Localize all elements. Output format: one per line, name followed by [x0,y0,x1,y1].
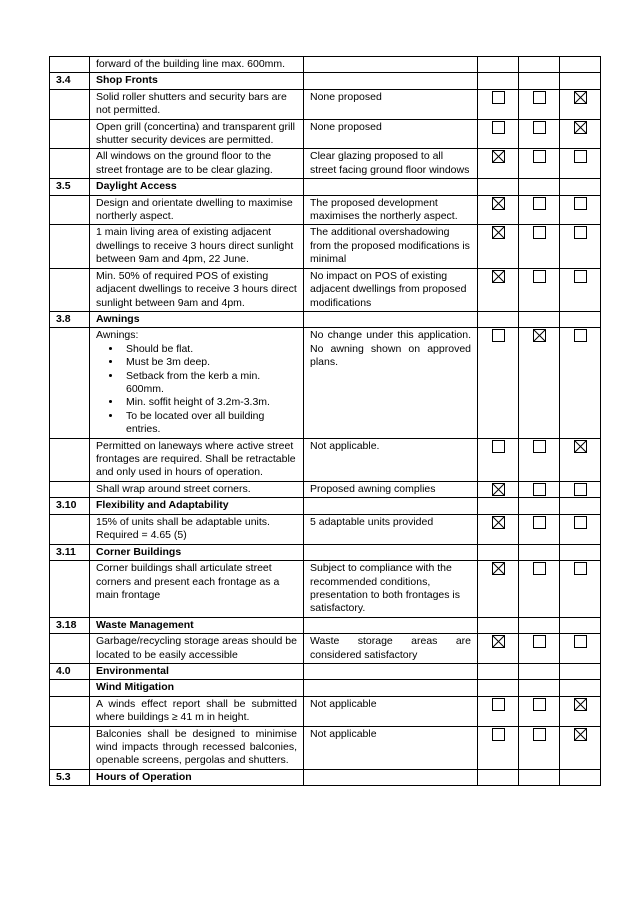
section-title: Corner Buildings [90,544,304,560]
control-text: 1 main living area of existing adjacent dwellings to receive 3 hours direct sunlight between 9am and 4pm, 22 June. [96,226,294,266]
control-cell [90,225,304,268]
checkbox-unchecked-icon[interactable] [533,516,546,529]
compliance-no-cell [519,89,560,119]
checkbox-unchecked-icon[interactable] [574,226,587,239]
proposal-cell [304,438,478,481]
checkbox-checked-icon[interactable] [574,698,587,711]
section-heading-row [50,179,601,195]
empty-cell [478,498,519,514]
empty-cell [519,544,560,560]
section-number [50,680,90,696]
requirement-list-item: • Setback from the kerb a min. 600mm. [122,370,297,397]
checkbox-checked-icon[interactable] [492,562,505,575]
checkbox-checked-icon[interactable] [574,728,587,741]
checkbox-unchecked-icon[interactable] [574,270,587,283]
compliance-na-cell [560,119,601,149]
checkbox-unchecked-icon[interactable] [533,635,546,648]
control-cell [90,328,304,438]
empty-cell [560,663,601,679]
control-row [50,481,601,498]
empty-cell [560,311,601,327]
proposal-text: None proposed [310,120,382,133]
checkbox-unchecked-icon[interactable] [492,728,505,741]
checkbox-checked-icon[interactable] [492,226,505,239]
section-title: Environmental [90,663,304,679]
number-cell [50,696,90,726]
control-row [50,561,601,618]
compliance-yes-cell [478,561,519,618]
compliance-yes-cell [478,149,519,179]
empty-cell [478,73,519,89]
section-heading-row [50,498,601,514]
number-cell [50,119,90,149]
proposal-cell [304,481,478,498]
compliance-na-cell [560,634,601,664]
number-cell [50,149,90,179]
requirement-list-item: • Should be flat. [122,343,297,356]
compliance-na-cell [560,481,601,498]
proposal-text: 5 adaptable units provided [310,515,434,528]
empty-cell [560,498,601,514]
proposal-text: The proposed development maximises the northerly aspect. [310,196,458,223]
control-cell [90,696,304,726]
compliance-no-cell [519,149,560,179]
control-text: Balconies shall be designed to minimise wind impacts through recessed balconies, openable screens, pergolas and shutters. [96,727,297,767]
compliance-na-cell [560,561,601,618]
compliance-no-cell [519,119,560,149]
proposal-cell [304,89,478,119]
control-row [50,268,601,311]
proposal-text: The additional overshadowing from the proposed modifications is minimal [310,226,470,266]
control-row [50,726,601,769]
proposal-cell [304,149,478,179]
compliance-na-cell [560,149,601,179]
checkbox-unchecked-icon[interactable] [533,483,546,496]
control-cell [90,268,304,311]
section-heading-row [50,769,601,785]
proposal-text: No impact on POS of existing adjacent dwellings from proposed modifications [310,269,467,309]
empty-cell [560,617,601,633]
empty-cell [478,544,519,560]
compliance-yes-cell [478,438,519,481]
control-text: Min. 50% of required POS of existing adjacent dwellings to receive 3 hours direct sunlight between 9am and 4pm. [96,269,297,309]
section-number: 3.8 [50,311,90,327]
compliance-na-cell [560,514,601,544]
proposal-text: Proposed awning complies [310,482,436,495]
checkbox-checked-icon[interactable] [533,329,546,342]
proposal-text: Not applicable. [310,439,380,452]
empty-cell [478,680,519,696]
section-title: Daylight Access [90,179,304,195]
proposal-cell [304,514,478,544]
proposal-cell [304,119,478,149]
compliance-yes-cell [478,634,519,664]
number-cell [50,726,90,769]
checkbox-unchecked-icon[interactable] [574,197,587,210]
empty-cell [560,680,601,696]
checkbox-unchecked-icon[interactable] [533,150,546,163]
empty-cell [519,769,560,785]
proposal-cell [304,328,478,438]
control-row [50,438,601,481]
checkbox-checked-icon[interactable] [574,121,587,134]
control-cell [90,89,304,119]
control-row [50,696,601,726]
compliance-no-cell [519,57,560,73]
number-cell [50,225,90,268]
empty-cell [560,769,601,785]
empty-cell [519,498,560,514]
section-heading-row [50,663,601,679]
empty-cell [519,73,560,89]
section-number: 3.11 [50,544,90,560]
proposal-cell [304,268,478,311]
empty-cell [304,617,478,633]
compliance-yes-cell [478,89,519,119]
checkbox-checked-icon[interactable] [492,635,505,648]
compliance-na-cell [560,57,601,73]
control-cell [90,726,304,769]
empty-cell [304,179,478,195]
section-title: Waste Management [90,617,304,633]
compliance-table [49,56,601,786]
empty-cell [560,179,601,195]
number-cell [50,195,90,225]
control-cell [90,634,304,664]
empty-cell [304,769,478,785]
control-cell [90,481,304,498]
control-cell [90,514,304,544]
compliance-na-cell [560,89,601,119]
control-row [50,57,601,73]
proposal-text: Subject to compliance with the recommended conditions, presentation to both frontages is satisfactory. [310,562,461,615]
control-text: Awnings: [96,329,139,342]
compliance-no-cell [519,438,560,481]
compliance-yes-cell [478,481,519,498]
checkbox-unchecked-icon[interactable] [492,698,505,711]
control-cell [90,149,304,179]
checkbox-checked-icon[interactable] [492,483,505,496]
section-number: 3.5 [50,179,90,195]
number-cell [50,328,90,438]
proposal-cell [304,696,478,726]
control-cell [90,195,304,225]
proposal-text: Waste storage areas are considered satisfactory [310,635,471,661]
checkbox-checked-icon[interactable] [492,270,505,283]
section-heading-row [50,544,601,560]
compliance-yes-cell [478,328,519,438]
number-cell [50,268,90,311]
empty-cell [304,311,478,327]
control-text: Solid roller shutters and security bars are not permitted. [96,90,287,117]
checkbox-unchecked-icon[interactable] [574,635,587,648]
section-number: 3.4 [50,73,90,89]
proposal-text: None proposed [310,90,382,103]
proposal-cell [304,225,478,268]
checkbox-checked-icon[interactable] [492,150,505,163]
number-cell [50,89,90,119]
checkbox-unchecked-icon[interactable] [533,226,546,239]
compliance-yes-cell [478,195,519,225]
checkbox-unchecked-icon[interactable] [533,121,546,134]
section-title: Flexibility and Adaptability [90,498,304,514]
requirement-list-item: • Min. soffit height of 3.2m-3.3m. [122,396,297,409]
compliance-no-cell [519,328,560,438]
empty-cell [304,544,478,560]
requirement-list-item: • To be located over all building entries. [122,410,297,437]
control-cell [90,561,304,618]
section-heading-row [50,680,601,696]
checkbox-unchecked-icon[interactable] [574,329,587,342]
compliance-yes-cell [478,225,519,268]
proposal-cell [304,561,478,618]
control-cell [90,119,304,149]
empty-cell [478,311,519,327]
compliance-no-cell [519,514,560,544]
section-number: 5.3 [50,769,90,785]
empty-cell [519,680,560,696]
section-number: 4.0 [50,663,90,679]
proposal-text: Not applicable [310,727,377,740]
checkbox-unchecked-icon[interactable] [574,150,587,163]
compliance-no-cell [519,726,560,769]
proposal-cell [304,57,478,73]
section-title: Wind Mitigation [90,680,304,696]
compliance-yes-cell [478,57,519,73]
checkbox-unchecked-icon[interactable] [574,562,587,575]
number-cell [50,634,90,664]
compliance-no-cell [519,481,560,498]
empty-cell [478,179,519,195]
checkbox-unchecked-icon[interactable] [574,483,587,496]
control-cell [90,438,304,481]
proposal-text: Not applicable [310,697,377,710]
section-number: 3.10 [50,498,90,514]
compliance-yes-cell [478,268,519,311]
compliance-no-cell [519,225,560,268]
compliance-no-cell [519,195,560,225]
empty-cell [304,680,478,696]
checkbox-unchecked-icon[interactable] [492,121,505,134]
compliance-no-cell [519,696,560,726]
control-row [50,195,601,225]
control-text: A winds effect report shall be submitted where buildings ≥ 41 m in height. [96,697,297,724]
control-cell [90,57,304,73]
checkbox-unchecked-icon[interactable] [533,562,546,575]
proposal-cell [304,726,478,769]
control-row [50,89,601,119]
control-row [50,225,601,268]
compliance-yes-cell [478,726,519,769]
section-title: Shop Fronts [90,73,304,89]
section-heading-row [50,311,601,327]
empty-cell [304,498,478,514]
checkbox-unchecked-icon[interactable] [492,440,505,453]
requirement-list-item: • Must be 3m deep. [122,356,297,369]
control-row [50,328,601,438]
control-text: All windows on the ground floor to the street frontage are to be clear glazing. [96,150,273,176]
empty-cell [519,663,560,679]
compliance-na-cell [560,268,601,311]
checkbox-unchecked-icon[interactable] [492,329,505,342]
control-text: forward of the building line max. 600mm. [96,58,286,70]
empty-cell [478,769,519,785]
checkbox-checked-icon[interactable] [574,91,587,104]
empty-cell [478,617,519,633]
compliance-table-body [50,57,601,786]
control-text: Permitted on laneways where active street frontages are required. Shall be retractable and only used in hours of operation. [96,439,296,479]
empty-cell [560,73,601,89]
control-row [50,634,601,664]
number-cell [50,514,90,544]
number-cell [50,438,90,481]
checkbox-checked-icon[interactable] [574,440,587,453]
compliance-yes-cell [478,119,519,149]
control-row [50,119,601,149]
checkbox-unchecked-icon[interactable] [574,516,587,529]
checkbox-unchecked-icon[interactable] [492,91,505,104]
compliance-na-cell [560,726,601,769]
number-cell [50,57,90,73]
compliance-na-cell [560,328,601,438]
proposal-text: No change under this application. No awning shown on approved plans. [310,329,471,369]
empty-cell [304,663,478,679]
number-cell [50,561,90,618]
empty-cell [519,179,560,195]
compliance-no-cell [519,268,560,311]
proposal-text: Clear glazing proposed to all street facing ground floor windows [310,150,470,176]
checkbox-unchecked-icon[interactable] [533,728,546,741]
section-number: 3.18 [50,617,90,633]
number-cell [50,481,90,498]
section-title: Awnings [90,311,304,327]
compliance-yes-cell [478,696,519,726]
checkbox-unchecked-icon[interactable] [533,698,546,711]
control-text: Shall wrap around street corners. [96,482,251,495]
empty-cell [560,544,601,560]
control-row [50,514,601,544]
control-text: Open grill (concertina) and transparent grill shutter security devices are permitted. [96,120,296,147]
proposal-cell [304,634,478,664]
compliance-yes-cell [478,514,519,544]
compliance-na-cell [560,696,601,726]
checkbox-checked-icon[interactable] [492,197,505,210]
control-row [50,149,601,179]
checkbox-checked-icon[interactable] [492,516,505,529]
compliance-na-cell [560,195,601,225]
control-text: Garbage/recycling storage areas should be located to be easily accessible [96,635,297,661]
compliance-no-cell [519,561,560,618]
compliance-no-cell [519,634,560,664]
control-text: Corner buildings shall articulate street corners and present each frontage as a main frontage [96,562,280,601]
compliance-na-cell [560,225,601,268]
checkbox-unchecked-icon[interactable] [533,91,546,104]
empty-cell [519,311,560,327]
empty-cell [478,663,519,679]
compliance-na-cell [560,438,601,481]
control-text: Design and orientate dwelling to maximise northerly aspect. [96,196,293,223]
section-heading-row [50,73,601,89]
control-text: 15% of units shall be adaptable units. Required = 4.65 (5) [96,515,270,542]
empty-cell [519,617,560,633]
section-title: Hours of Operation [90,769,304,785]
checkbox-unchecked-icon[interactable] [533,270,546,283]
checkbox-unchecked-icon[interactable] [533,197,546,210]
empty-cell [304,73,478,89]
requirement-list [96,343,297,437]
checkbox-unchecked-icon[interactable] [533,440,546,453]
proposal-cell [304,195,478,225]
section-heading-row [50,617,601,633]
